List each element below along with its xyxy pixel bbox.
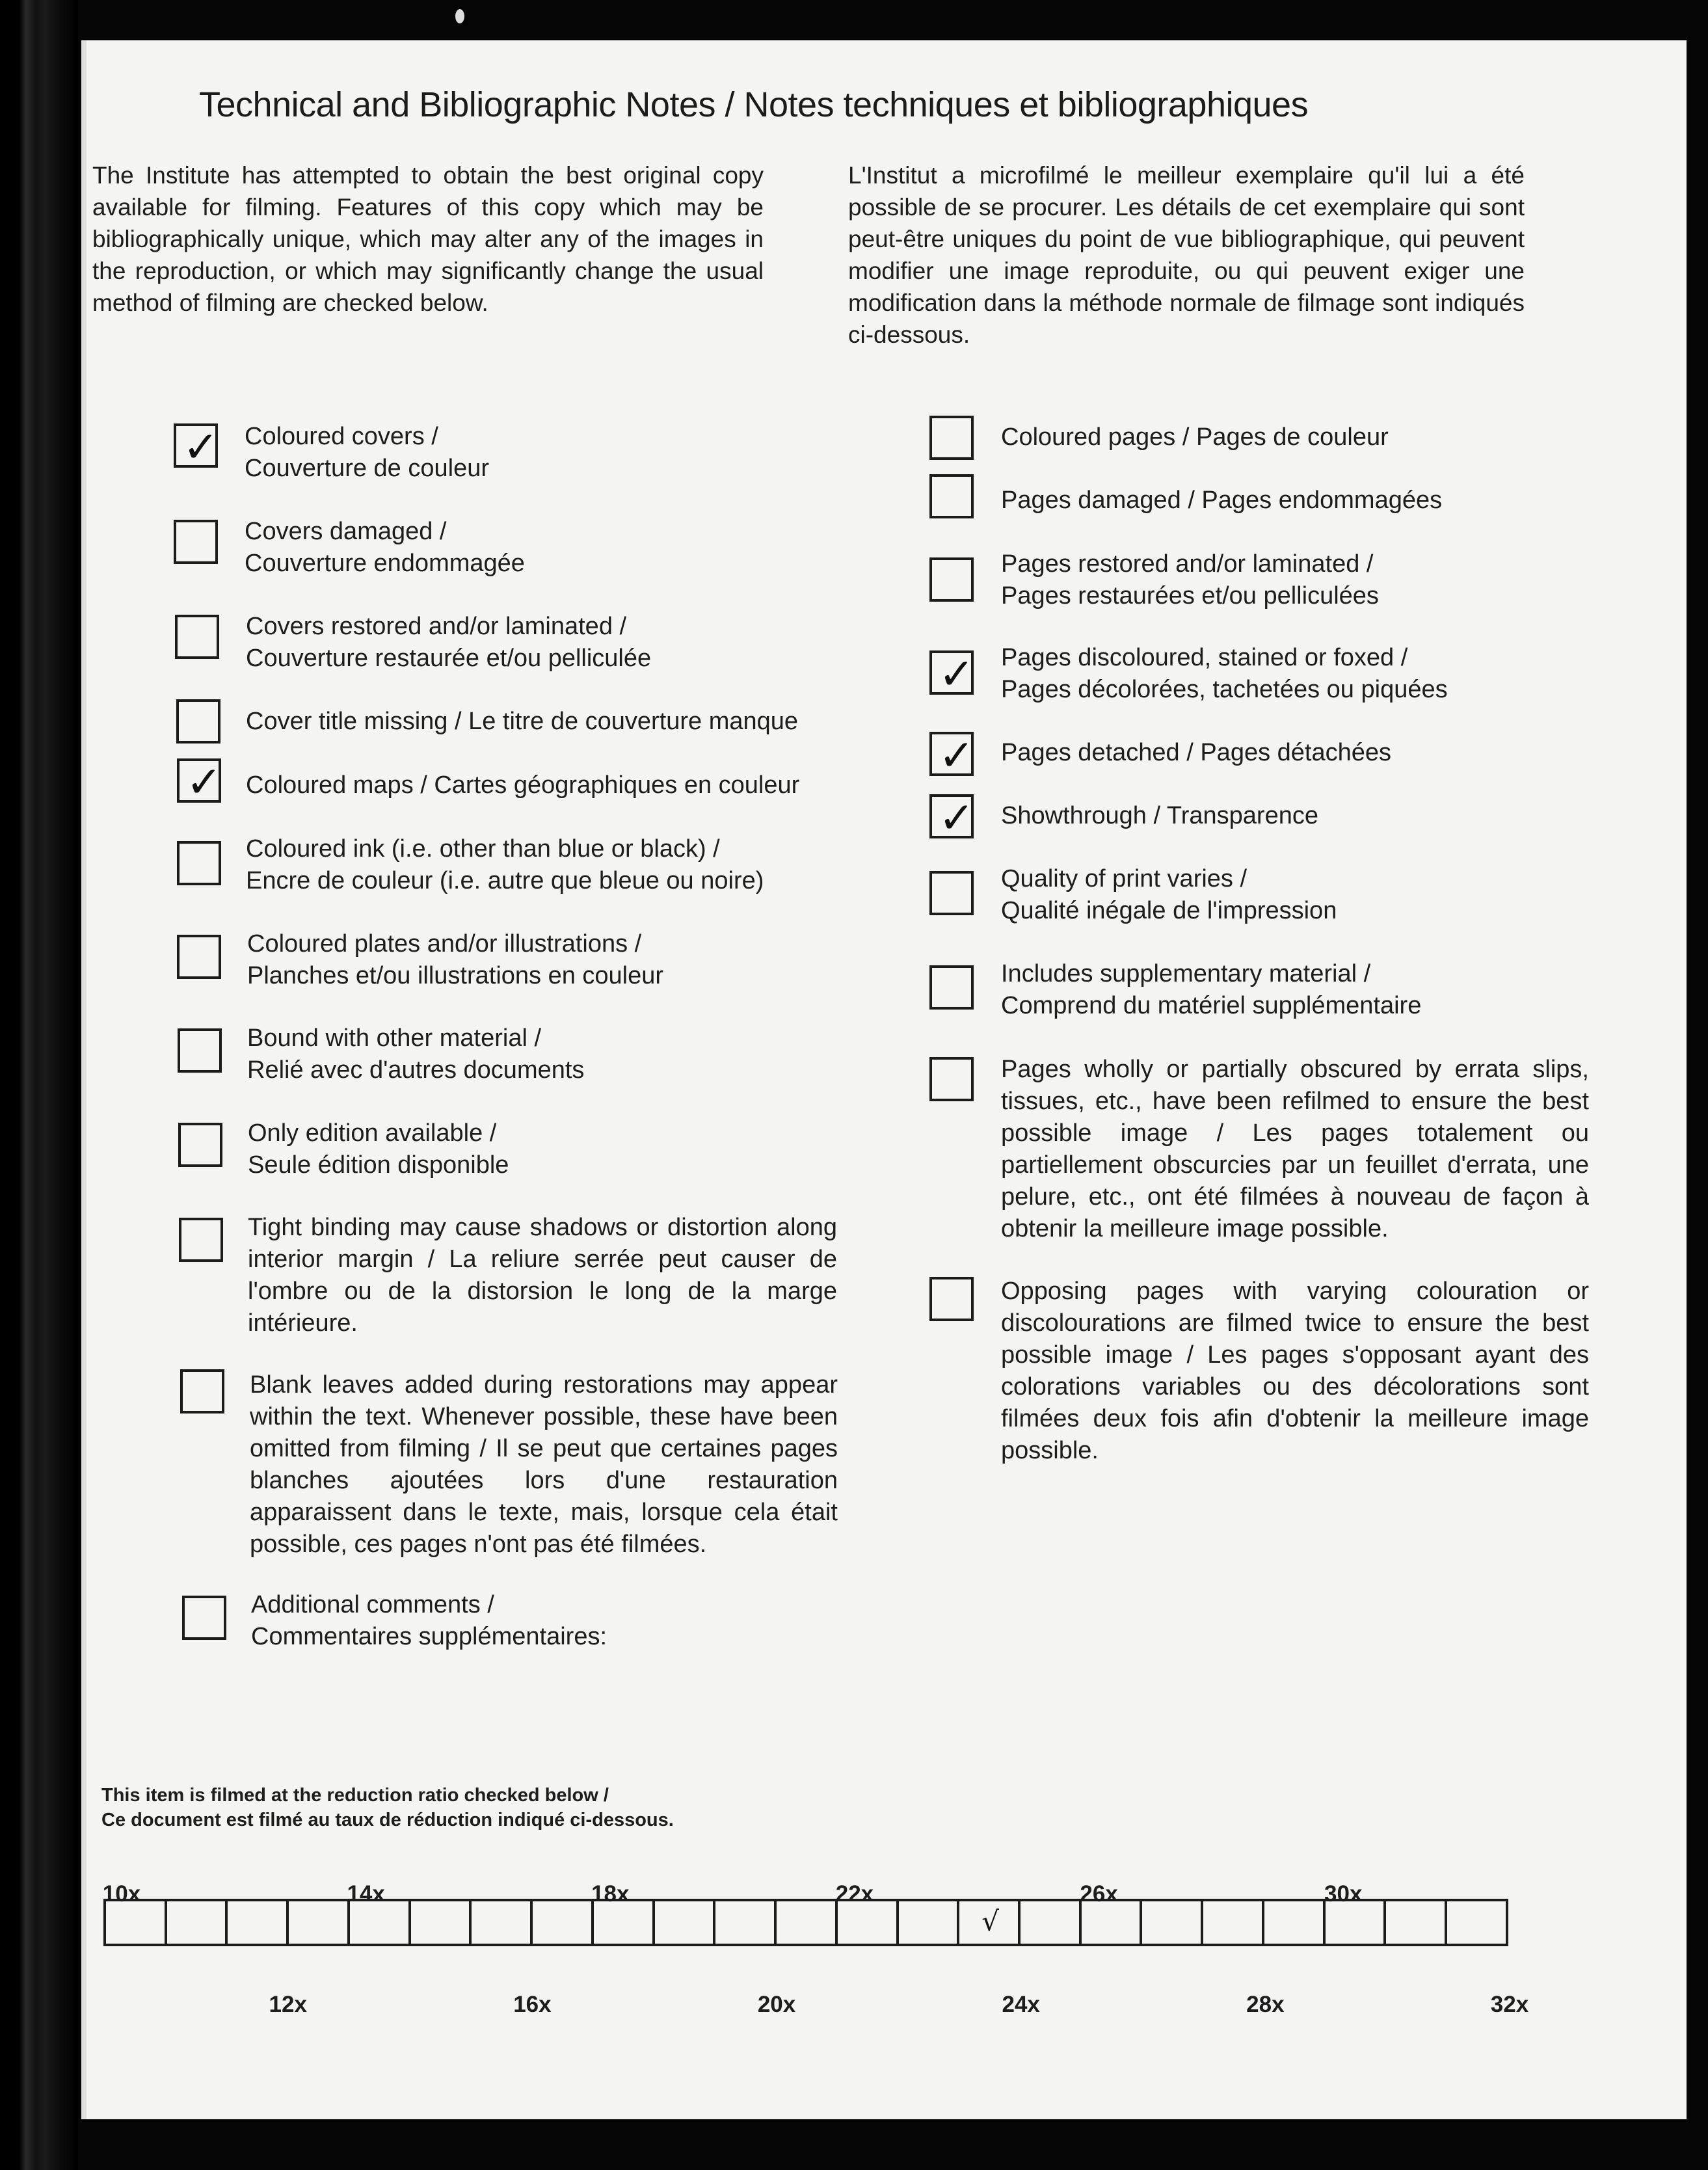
label-pages-discoloured: Pages discoloured, stained or foxed / Pages décolorées, tachetées ou piquées (1001, 644, 1448, 703)
label-pages-restored: Pages restored and/or laminated / Pages restaurées et/ou pelliculées (1001, 550, 1379, 609)
ratio-label-top: 26x (1080, 1881, 1118, 1907)
check-mark-icon: ✓ (939, 730, 975, 781)
dust-speck (455, 9, 464, 23)
checkbox-coloured-covers[interactable] (174, 422, 219, 472)
checkbox-pages-detached[interactable] (929, 730, 975, 781)
ratio-label-bottom: 28x (1246, 1992, 1285, 2017)
ratio-label-top: 30x (1324, 1881, 1363, 1907)
ratio-cell[interactable] (1386, 1901, 1447, 1944)
checkbox-pages-discoloured[interactable] (929, 649, 975, 699)
ratio-cell[interactable] (1264, 1901, 1326, 1944)
label-coloured-plates: Coloured plates and/or illustrations / Planches et/ou illustrations en couleur (247, 930, 664, 989)
checkbox-opposing-pages[interactable] (929, 1277, 974, 1321)
ratio-cell[interactable] (899, 1901, 960, 1944)
label-only-edition: Only edition available / Seule édition disponible (248, 1119, 509, 1179)
label-bound-with: Bound with other material / Relié avec d'autres documents (247, 1025, 585, 1084)
ratio-label-top: 10x (102, 1881, 141, 1907)
intro-english: The Institute has attempted to obtain the best original copy available for filming. Features of this copy which may be bibliographically unique, which may alter any of the images in the reproduction, or which may significantly change the usual method of filming are checked below. (92, 162, 764, 316)
label-supplementary-material: Includes supplementary material / Comprend du matériel supplémentaire (1001, 960, 1422, 1019)
label-pages-detached: Pages detached / Pages détachées (1001, 739, 1392, 766)
checkbox-coloured-maps[interactable] (177, 757, 222, 807)
ratio-cell[interactable] (1021, 1901, 1082, 1944)
ratio-cell[interactable] (472, 1901, 533, 1944)
label-cover-title-missing: Cover title missing / Le titre de couverture manque (246, 708, 799, 735)
ratio-label-bottom: 12x (269, 1992, 307, 2017)
label-additional-comments: Additional comments / Commentaires supplémentaires: (251, 1591, 607, 1650)
checkbox-cover-title-missing[interactable] (176, 699, 220, 743)
ratio-cell[interactable] (777, 1901, 838, 1944)
ratio-cell[interactable] (715, 1901, 777, 1944)
ratio-cell[interactable] (655, 1901, 716, 1944)
ratio-cell[interactable] (289, 1901, 350, 1944)
label-coloured-covers: Coloured covers / Couverture de couleur (245, 423, 489, 482)
checkbox-coloured-ink[interactable] (177, 841, 221, 885)
check-mark-icon: ✓ (939, 649, 975, 699)
check-mark-icon: ✓ (186, 757, 222, 807)
label-opposing-pages: Opposing pages with varying colouration or discolourations are filmed twice to ensure the best possible image / Les pages s'opposant ayant des colorations variables ou des décolorations sont filmées deux fois afin d'obtenir la meilleure image possible. (1001, 1278, 1589, 1464)
checkbox-blank-leaves[interactable] (180, 1369, 224, 1413)
label-covers-restored: Covers restored and/or laminated / Couverture restaurée et/ou pelliculée (246, 613, 652, 672)
checkbox-pages-damaged[interactable] (929, 474, 974, 518)
ratio-label-bottom: 16x (513, 1992, 552, 2017)
check-mark-icon: ✓ (183, 422, 219, 472)
ratio-label-top: 22x (835, 1881, 874, 1907)
ratio-label-top: 18x (591, 1881, 630, 1907)
checkbox-additional-comments[interactable] (182, 1596, 226, 1640)
ratio-label-bottom: 24x (1002, 1992, 1040, 2017)
checkbox-coloured-pages[interactable] (929, 416, 974, 460)
checkbox-tight-binding[interactable] (179, 1218, 223, 1262)
ratio-cell[interactable] (167, 1901, 228, 1944)
label-pages-obscured: Pages wholly or partially obscured by errata slips, tissues, etc., have been refilmed to ensure the best possible image / Les pages totalement ou partiellement obscurcies par un feuillet d'errata, une pelure, etc., ont été filmées à nouveau de façon à obtenir la meilleure image possible. (1001, 1056, 1589, 1242)
check-mark-icon: ✓ (939, 793, 975, 843)
ratio-cell[interactable] (411, 1901, 472, 1944)
checkbox-covers-restored[interactable] (175, 615, 219, 659)
ratio-cell[interactable] (1203, 1901, 1264, 1944)
ratio-label-bottom: 20x (757, 1992, 796, 2017)
ratio-cell[interactable] (106, 1901, 167, 1944)
label-tight-binding: Tight binding may cause shadows or distortion along interior margin / La reliure serrée peut causer de l'ombre ou de la distorsion le long de la marge intérieure. (248, 1214, 837, 1337)
checkbox-showthrough[interactable] (929, 793, 975, 843)
ratio-cell[interactable] (228, 1901, 289, 1944)
ratio-label-top: 14x (347, 1881, 385, 1907)
label-coloured-maps: Coloured maps / Cartes géographiques en couleur (246, 771, 800, 799)
ratio-cell[interactable] (1326, 1901, 1387, 1944)
reduction-ratio-note: This item is filmed at the reduction ratio checked below / Ce document est filmé au taux de réduction indiqué ci-dessous. (101, 1785, 674, 1830)
ratio-check-mark-icon: √ (981, 1905, 1000, 1937)
checkbox-coloured-plates[interactable] (177, 935, 221, 979)
ratio-cell[interactable] (1082, 1901, 1143, 1944)
intro-french: L'Institut a microfilmé le meilleur exemplaire qu'il lui a été possible de se procurer. Les détails de cet exemplaire qui sont peut-être uniques du point de vue bibliographique, qui peuvent modifier une image reproduite, ou qui peuvent exiger une modification dans la méthode normale de filmage sont indiqués ci-dessous. (848, 162, 1525, 348)
checkbox-bound-with[interactable] (178, 1028, 222, 1073)
label-coloured-pages: Coloured pages / Pages de couleur (1001, 423, 1389, 451)
ratio-cell[interactable] (838, 1901, 899, 1944)
reduction-ratio-grid (103, 1899, 1508, 1946)
label-quality-of-print: Quality of print varies / Qualité inégale de l'impression (1001, 865, 1337, 924)
ratio-label-bottom: 32x (1490, 1992, 1529, 2017)
label-coloured-ink: Coloured ink (i.e. other than blue or black) / Encre de couleur (i.e. autre que bleue ou noire) (246, 835, 764, 894)
ratio-cell[interactable] (1142, 1901, 1203, 1944)
ratio-cell[interactable] (594, 1901, 655, 1944)
label-pages-damaged: Pages damaged / Pages endommagées (1001, 487, 1443, 514)
label-blank-leaves: Blank leaves added during restorations may appear within the text. Whenever possible, these have been omitted from filming / Il se peut que certaines pages blanches ajoutées lors d'une restauration apparaissent dans le texte, mais, lorsque cela était possible, ces pages n'ont pas été filmées. (250, 1371, 838, 1558)
checkbox-covers-damaged[interactable] (174, 520, 218, 564)
checkbox-only-edition[interactable] (178, 1123, 222, 1167)
checkbox-quality-of-print[interactable] (929, 871, 974, 915)
page-title: Technical and Bibliographic Notes / Notes techniques et bibliographiques (199, 85, 1309, 124)
label-showthrough: Showthrough / Transparence (1001, 802, 1318, 829)
ratio-cell[interactable] (533, 1901, 594, 1944)
checkbox-supplementary-material[interactable] (929, 965, 974, 1010)
ratio-cell[interactable] (350, 1901, 411, 1944)
ratio-cell[interactable] (1447, 1901, 1506, 1944)
label-covers-damaged: Covers damaged / Couverture endommagée (245, 518, 525, 577)
ratio-cell[interactable] (959, 1901, 1021, 1944)
checkbox-pages-restored[interactable] (929, 557, 974, 602)
checkbox-pages-obscured[interactable] (929, 1057, 974, 1101)
left-gutter-margin (0, 0, 78, 2170)
